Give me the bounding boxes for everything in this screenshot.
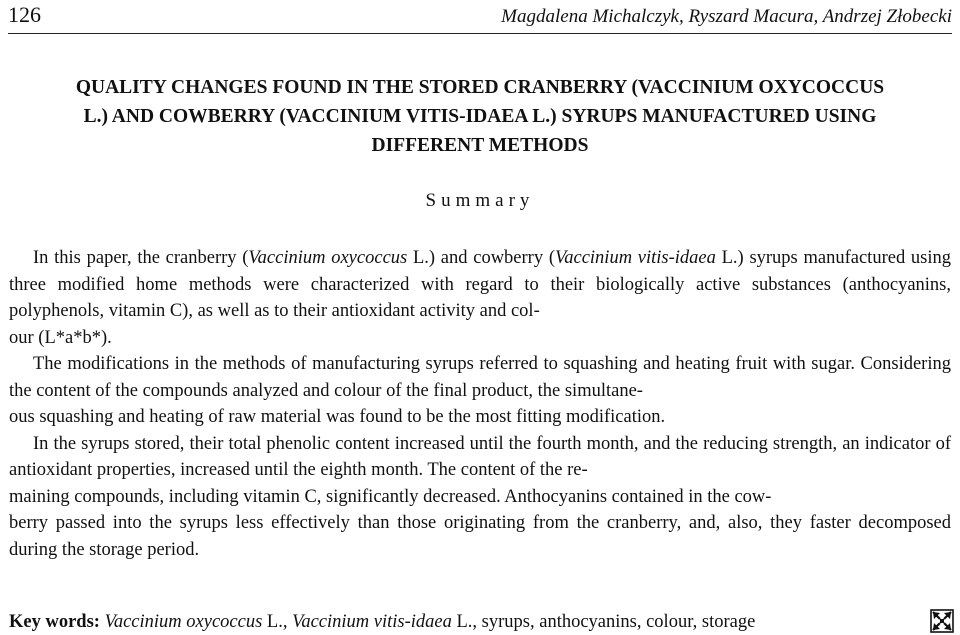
running-head-authors: Magdalena Michalczyk, Ryszard Macura, Andrzej Złobecki bbox=[501, 6, 952, 27]
summary-paragraph-3 bbox=[9, 431, 951, 564]
keyword-cranberry-species: Vaccinium oxycoccus bbox=[104, 612, 263, 632]
p2-text-a: The modifications in the methods of manufacturing syrups referred to squashing and heating fruit with sugar. Considering the content of the compounds analyzed and colour of the final product, the simultane - bbox=[9, 354, 951, 401]
p1-text-c: L.) and cowberry ( bbox=[407, 248, 555, 268]
summary-heading: Summary bbox=[425, 190, 535, 211]
running-header bbox=[8, 0, 952, 34]
paper-title bbox=[20, 73, 940, 160]
keywords-label: Key words: bbox=[9, 612, 100, 632]
ornamental-end-mark-icon bbox=[930, 609, 954, 633]
title-line-2: L.) AND COWBERRY (VACCINIUM VITIS-IDAEA L.) SYRUPS MANUFACTURED USING bbox=[83, 106, 877, 127]
p3-text-c: berry passed into the syrups less effectively than those originating from the cranberry, and, also, they faster decomposed during the storage period. bbox=[9, 513, 951, 560]
summary-paragraph-1 bbox=[9, 245, 951, 351]
keywords-line bbox=[9, 610, 920, 634]
p3-text-a: In the syrups stored, their total phenolic content increased until the fourth month, and the reducing strength, an indicator of antioxidant properties, increased until the eighth month. The content of the re - bbox=[9, 434, 951, 481]
title-line-3: DIFFERENT METHODS bbox=[371, 135, 589, 156]
keyword-separator: L., bbox=[262, 612, 293, 632]
summary-body bbox=[9, 245, 951, 563]
keyword-cowberry-species: Vaccinium vitis-idaea bbox=[292, 612, 452, 632]
p1-text-e: L.) syrups manufactured using three modified home methods were characterized with regard to their biologically active substances (anthocyanins, polyphenols, vitamin C), as well as to their antioxidant activity and col - bbox=[9, 248, 951, 321]
p1-species-cowberry: Vaccinium vitis-idaea bbox=[555, 248, 716, 268]
p3-text-b: maining compounds, including vitamin C, significantly decreased. Anthocyanins contained in the cow - bbox=[9, 487, 771, 507]
p1-text-f: our (L*a*b*). bbox=[9, 327, 112, 348]
keywords-rest: L., syrups, anthocyanins, colour, storage bbox=[451, 612, 756, 632]
summary-paragraph-2 bbox=[9, 351, 951, 431]
p1-species-cranberry: Vaccinium oxycoccus bbox=[248, 248, 408, 268]
p2-text-b: ous squashing and heating of raw material was found to be the most fitting modification. bbox=[9, 407, 666, 427]
page-number: 126 bbox=[8, 2, 41, 27]
p1-text-a: In this paper, the cranberry ( bbox=[33, 248, 249, 268]
title-line-1: QUALITY CHANGES FOUND IN THE STORED CRANBERRY (VACCINIUM OXYCOCCUS bbox=[75, 77, 885, 98]
